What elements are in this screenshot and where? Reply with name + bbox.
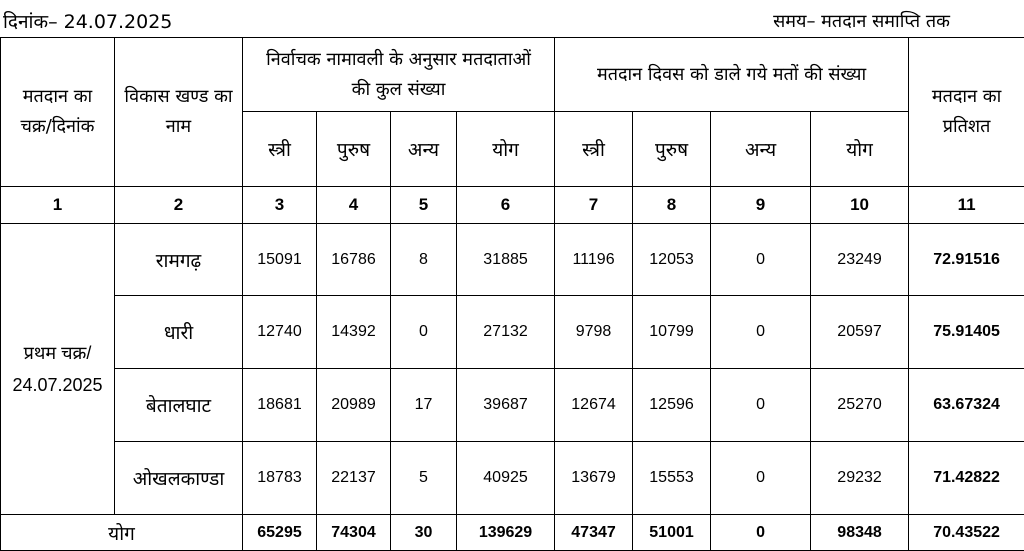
votes-female: 9798 — [555, 296, 633, 369]
block-name: धारी — [115, 296, 243, 369]
table-row — [1, 369, 1024, 442]
electors-female: 18783 — [243, 442, 317, 515]
turnout-percentage: 71.42822 — [909, 442, 1024, 515]
votes-female-header: स्त्री — [555, 112, 633, 187]
votes-male-header: पुरुष — [633, 112, 711, 187]
electors-group-header: निर्वाचक नामावली के अनुसार मतदाताओं की कुल संख्या — [243, 38, 555, 112]
electors-total-header: योग — [457, 112, 555, 187]
electors-other-header: अन्य — [391, 112, 457, 187]
block-name: बेतालघाट — [115, 369, 243, 442]
total-votes-female: 47347 — [555, 515, 633, 551]
column-number: 9 — [711, 187, 811, 224]
column-number: 8 — [633, 187, 711, 224]
electors-total: 31885 — [457, 224, 555, 296]
votes-other: 0 — [711, 296, 811, 369]
column-number: 10 — [811, 187, 909, 224]
column-number: 5 — [391, 187, 457, 224]
total-electors-female: 65295 — [243, 515, 317, 551]
total-electors-other: 30 — [391, 515, 457, 551]
total-electors-male: 74304 — [317, 515, 391, 551]
table-row — [1, 296, 1024, 369]
electors-male: 20989 — [317, 369, 391, 442]
electors-female-header: स्त्री — [243, 112, 317, 187]
total-votes-other: 0 — [711, 515, 811, 551]
votes-other: 0 — [711, 224, 811, 296]
totals-label: योग — [1, 515, 243, 551]
column-number: 2 — [115, 187, 243, 224]
electors-female: 18681 — [243, 369, 317, 442]
electors-total: 27132 — [457, 296, 555, 369]
header-row — [1, 38, 1024, 112]
table-row — [1, 224, 1024, 296]
table-row — [1, 442, 1024, 515]
votes-other: 0 — [711, 442, 811, 515]
phase-cell: प्रथम चक्र/ 24.07.2025 — [1, 224, 115, 515]
votes-male: 10799 — [633, 296, 711, 369]
votes-female: 12674 — [555, 369, 633, 442]
votes-male: 15553 — [633, 442, 711, 515]
electors-other: 17 — [391, 369, 457, 442]
turnout-percentage: 63.67324 — [909, 369, 1024, 442]
report-time: समय– मतदान समाप्ति तक — [773, 9, 950, 33]
votes-other: 0 — [711, 369, 811, 442]
electors-total: 39687 — [457, 369, 555, 442]
total-turnout-percentage: 70.43522 — [909, 515, 1024, 551]
electors-male-header: पुरुष — [317, 112, 391, 187]
votes-total: 23249 — [811, 224, 909, 296]
total-electors-total: 139629 — [457, 515, 555, 551]
electors-other: 8 — [391, 224, 457, 296]
column-number: 1 — [1, 187, 115, 224]
electors-other: 5 — [391, 442, 457, 515]
votes-total: 29232 — [811, 442, 909, 515]
totals-row — [1, 515, 1024, 551]
column-number-row — [1, 187, 1024, 224]
column-number: 7 — [555, 187, 633, 224]
column-number: 6 — [457, 187, 555, 224]
report-header — [0, 0, 1024, 37]
votes-male: 12596 — [633, 369, 711, 442]
electors-female: 15091 — [243, 224, 317, 296]
total-votes-male: 51001 — [633, 515, 711, 551]
votes-female: 13679 — [555, 442, 633, 515]
phase-date-header: मतदान का चक्र/दिनांक — [1, 38, 115, 187]
block-name: ओखलकाण्डा — [115, 442, 243, 515]
electors-male: 16786 — [317, 224, 391, 296]
turnout-percentage: 72.91516 — [909, 224, 1024, 296]
votes-male: 12053 — [633, 224, 711, 296]
column-number: 4 — [317, 187, 391, 224]
votes-other-header: अन्य — [711, 112, 811, 187]
electors-male: 14392 — [317, 296, 391, 369]
column-number: 11 — [909, 187, 1024, 224]
report-date: दिनांक– 24.07.2025 — [3, 8, 172, 34]
votes-total-header: योग — [811, 112, 909, 187]
electors-other: 0 — [391, 296, 457, 369]
block-name: रामगढ़ — [115, 224, 243, 296]
turnout-percentage: 75.91405 — [909, 296, 1024, 369]
electors-female: 12740 — [243, 296, 317, 369]
total-votes-total: 98348 — [811, 515, 909, 551]
electors-total: 40925 — [457, 442, 555, 515]
polling-table — [0, 37, 1024, 551]
column-number: 3 — [243, 187, 317, 224]
percentage-header: मतदान का प्रतिशत — [909, 38, 1024, 187]
block-name-header: विकास खण्ड का नाम — [115, 38, 243, 187]
votes-group-header: मतदान दिवस को डाले गये मतों की संख्या — [555, 38, 909, 112]
electors-male: 22137 — [317, 442, 391, 515]
votes-total: 20597 — [811, 296, 909, 369]
votes-female: 11196 — [555, 224, 633, 296]
votes-total: 25270 — [811, 369, 909, 442]
